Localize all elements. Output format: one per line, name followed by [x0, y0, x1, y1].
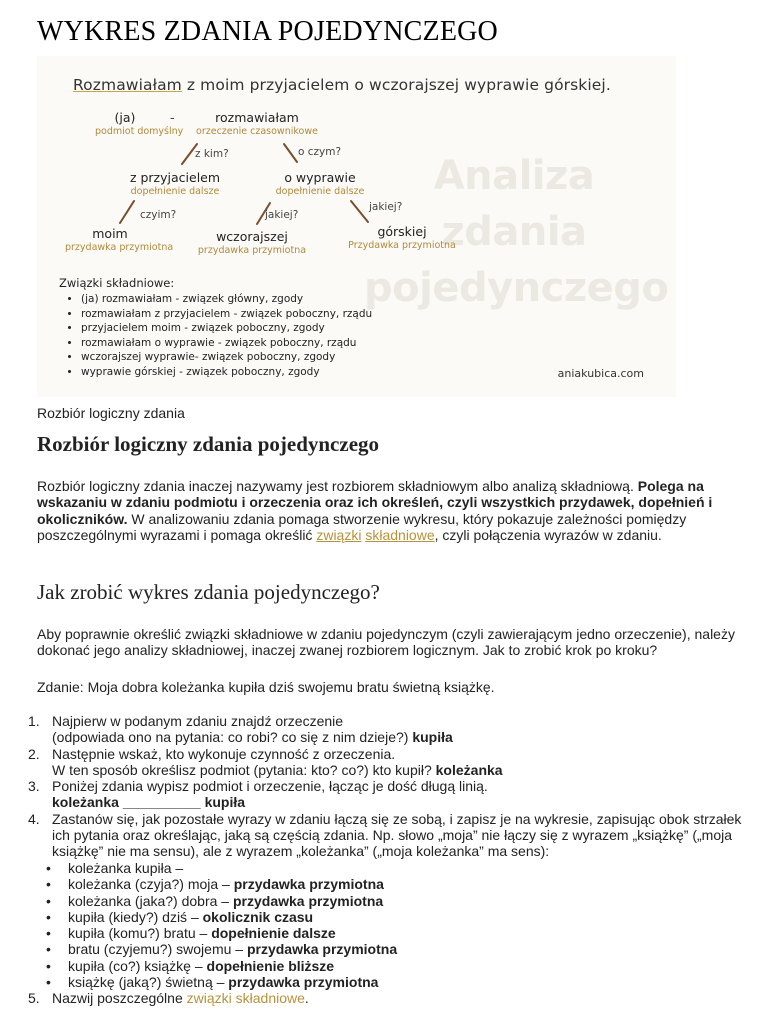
diagram-node: moim przydawka przymiotna — [65, 226, 174, 253]
diagram-question: jakiej? — [369, 201, 403, 213]
sentence-diagram-image — [37, 56, 676, 397]
image-caption: Rozbiór logiczny zdania — [37, 405, 185, 421]
link-skladniowe[interactable]: składniowe — [365, 526, 435, 543]
list-item: • rozmawiałam z przyjacielem - związek poboczny, rządu — [81, 307, 372, 322]
list-item: • książkę (jaką?) świetną – przydawka przymiotna — [20, 974, 750, 990]
diagram-node: (ja) podmiot domyślny — [95, 110, 184, 137]
link-zwiazki[interactable]: związki — [316, 526, 362, 543]
diagram-node: górskiej Przydawka przymiotna — [348, 224, 456, 251]
arrow-line — [120, 201, 134, 223]
diagram-node: z przyjacielem dopełnienie dalsze — [129, 170, 221, 197]
steps-list — [20, 713, 750, 860]
diagram-node: o wyprawie dopełnienie dalsze — [275, 170, 365, 197]
page-title: WYKRES ZDANIA POJEDYNCZEGO — [37, 16, 498, 47]
list-item: 3. Poniżej zdania wypisz podmiot i orzeczenie, łącząc je dość długą linią. koleżanka __________ kupiła — [28, 778, 488, 811]
list-item: • bratu (czyjemu?) swojemu – przydawka przymiotna — [20, 941, 750, 957]
list-item: • przyjacielem moim - związek poboczny, zgody — [81, 321, 372, 336]
link-zwiazki-skladniowe[interactable]: związki składniowe — [186, 990, 305, 1006]
list-item: • koleżanka (jaka?) dobra – przydawka przymiotna — [20, 893, 750, 909]
section-heading: Rozbiór logiczny zdania pojedynczego — [37, 432, 380, 456]
step-5: 5. Nazwij poszczególne związki składniowe. — [28, 990, 309, 1006]
diagram-question: o czym? — [298, 146, 342, 158]
example-sentence: Zdanie: Moja dobra koleżanka kupiła dziś swojemu bratu świetną książkę. — [37, 679, 495, 695]
list-item: 2. Następnie wskaż, kto wykonuje czynność z orzeczenia. W ten sposób określisz podmiot (pytania: kto? co?) kto kupił? koleżanka — [28, 745, 503, 778]
diagram-sentence: Rozmawiałam z moim przyjacielem o wczorajszej wyprawie górskiej. — [73, 76, 611, 94]
diagram-node: wczorajszej przydawka przymiotna — [197, 229, 307, 256]
diagram-dash: - — [170, 111, 175, 126]
list-item: • wyprawie górskiej - związek poboczny, zgody — [81, 365, 372, 380]
diagram-question: z kim? — [195, 148, 229, 160]
section-heading: Jak zrobić wykres zdania pojedynczego? — [37, 580, 380, 604]
how-to-paragraph: Aby poprawnie określić związki składniowe w zdaniu pojedynczym (czyli zawierającym jedno orzeczenie), należy dokonać jego analizy składniowej, inaczej zwanej rozbiorem logicznym. Jak to zrobić krok po kroku? — [37, 626, 735, 659]
list-item: 4. Zastanów się, jak pozostałe wyrazy w zdaniu łączą się ze sobą, i zapisz je na wykresie, zapisując obok strzałek ich pytania oraz określając, jaką są częścią zdania. Np. słowo „moja” nie łączy się z wyrazem „książkę” („moja książkę” nie ma sensu), ale z wyrazem „koleżanka” („moja koleżanka” ma sens): — [28, 810, 742, 860]
list-item: • rozmawiałam o wyprawie - związek poboczny, rządu — [81, 336, 372, 351]
diagram-watermark: Analiza zdania pojedynczego — [364, 153, 669, 311]
list-item: 1. Najpierw w podanym zdaniu znajdź orzeczenie (odpowiada ono na pytania: co robi? co się z nim dzieje?) kupiła — [28, 713, 453, 746]
list-item: • koleżanka (czyja?) moja – przydawka przymiotna — [20, 876, 750, 892]
diagram-node: rozmawiałam orzeczenie czasownikowe — [196, 110, 318, 137]
diagram-question: jakiej? — [265, 209, 299, 221]
list-item: • (ja) rozmawiałam - związek główny, zgody — [81, 292, 372, 307]
relations-title: Związki składniowe: — [59, 276, 175, 290]
list-item: • kupiła (kiedy?) dziś – okolicznik czasu — [20, 909, 750, 925]
image-source: aniakubica.com — [557, 367, 644, 380]
arrow-line — [284, 144, 297, 162]
list-item: • kupiła (co?) książkę – dopełnienie bliższe — [20, 958, 750, 974]
list-item: • kupiła (komu?) bratu – dopełnienie dalsze — [20, 925, 750, 941]
list-item: • koleżanka kupiła – — [20, 860, 750, 876]
list-item: • wczorajszej wyprawie- związek poboczny, zgody — [81, 350, 372, 365]
intro-paragraph: Rozbiór logiczny zdania inaczej nazywamy jest rozbiorem składniowym albo analizą składniową. Polega na wskazaniu w zdaniu podmiotu i orzeczenia oraz ich określeń, czyli wszystkich przydawek, dopełnień i okoliczników. W analizowaniu zdania pomaga stworzenie wykresu, który pokazuje zależności pomiędzy poszczególnymi wyrazami i pomaga określić związki składniowe, czyli połączenia wyrazów w zdaniu. — [37, 478, 713, 543]
relations-bullets — [20, 860, 750, 990]
relations-list — [63, 292, 372, 380]
diagram-question: czyim? — [140, 209, 177, 221]
